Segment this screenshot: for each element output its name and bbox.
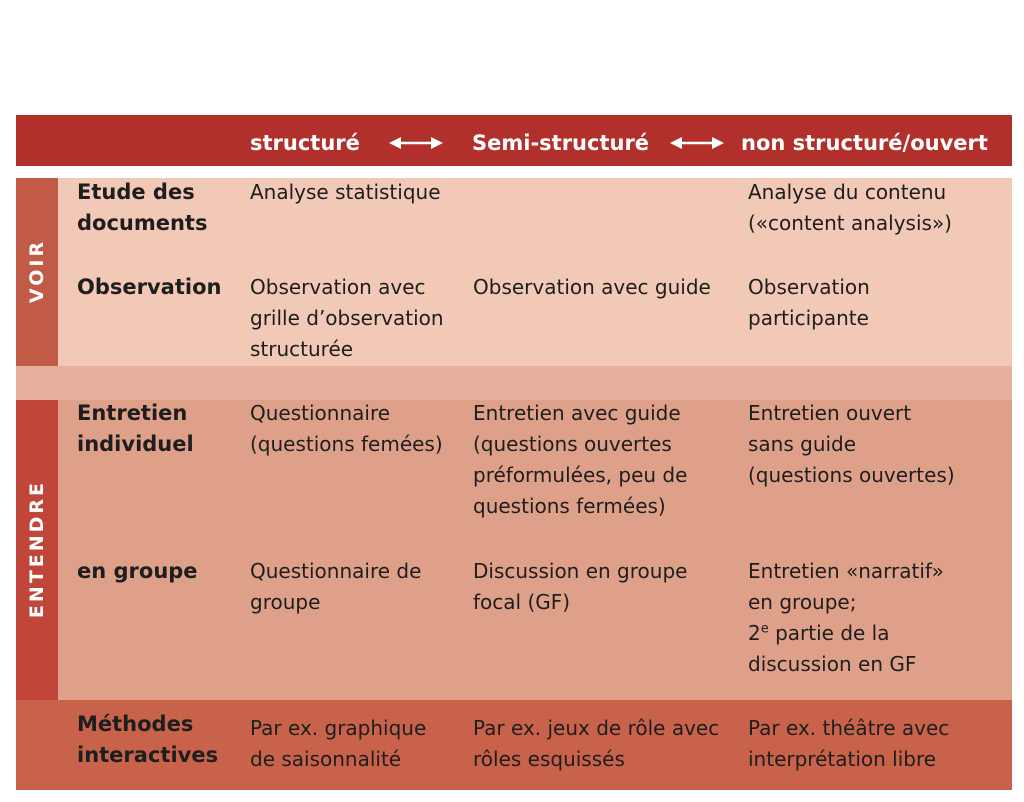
row-label-observation: Observation [77, 275, 222, 299]
row-label-methodes: Méthodes interactives [77, 712, 219, 767]
header-col-structure: structuré [250, 131, 360, 155]
cell-methodes-structure: Par ex. graphique de saisonnalité [250, 716, 427, 771]
cell-entretien-structure: Questionnaire (questions femées) [250, 401, 443, 456]
voir-text: VOIR [26, 238, 48, 304]
cell-groupe-semi: Discussion en groupe focal (GF) [473, 559, 688, 614]
cell-etude-ouvert: Analyse du contenu («content analysis») [748, 180, 952, 235]
cell-groupe-structure: Questionnaire de groupe [250, 559, 422, 614]
cell-entretien-ouvert: Entretien ouvert sans guide (questions ouvertes) [748, 401, 955, 487]
cell-etude-structure: Analyse statistique [250, 180, 441, 204]
cell-methodes-semi: Par ex. jeux de rôle avec rôles esquissés [473, 716, 720, 771]
double-arrow-icon [389, 136, 443, 150]
cell-groupe-ouvert: Entretien «narratif» en groupe; 2e partie de la discussion en GF [748, 559, 944, 676]
cell-methodes-ouvert: Par ex. théâtre avec interprétation libre [748, 716, 950, 771]
row-label-entretien: Entretien individuel [77, 401, 194, 456]
header-col-semi: Semi-structuré [472, 131, 650, 155]
header-col-ouvert: non structuré/ouvert [741, 131, 988, 155]
cell-observation-ouvert: Observation participante [748, 275, 870, 330]
cell-entretien-semi: Entretien avec guide (questions ouvertes préformulées, peu de questions fermées) [473, 401, 688, 518]
entendre-text: ENTENDRE [26, 479, 48, 619]
double-arrow-icon [670, 136, 724, 150]
row-label-etude: Etude des documents [77, 180, 208, 235]
voir-group-label [16, 178, 58, 366]
section-gap [16, 366, 1012, 400]
cell-observation-semi: Observation avec guide [473, 275, 711, 299]
cell-observation-structure: Observation avec grille d’observation structurée [250, 275, 444, 361]
entendre-group-label [16, 400, 58, 700]
row-label-groupe: en groupe [77, 559, 198, 583]
